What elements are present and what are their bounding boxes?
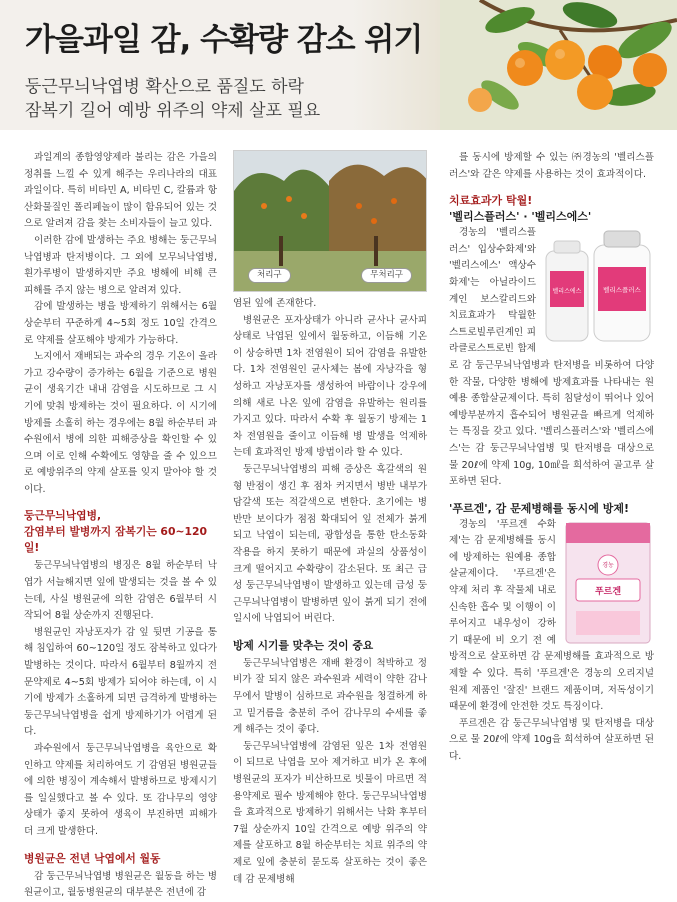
paragraph: 둥근무늬낙엽병은 재배 환경이 척박하고 정비가 잘 되지 않은 과수원과 세력이 약한 감나무에서 발병이 심하므로 과수원을 청결하게 하고 밑거름을 충분히 주어 감나무의 수세를 좋게 해주는 것이 좋다.: [233, 657, 427, 736]
paragraph: 과수원에서 둥근무늬낙엽병을 육안으로 확인하고 약제를 처리하여도 기 감염된 병원균들에 의한 병징이 계속해서 발병하므로 방제시기를 일실했다고 볼 수 있다. 또 감나무의 영양 상태가 좋지 못하여 생육이 부진하면 피해가 더 크게 발생한다.: [24, 743, 217, 837]
bottle-label-left: 벨리스에스: [552, 288, 582, 296]
paragraph: 푸르겐은 감 둥근무늬낙엽병 및 탄저병을 대상으로 물 20ℓ에 약제 10g을 희석하여 살포하면 된다.: [449, 717, 654, 762]
paragraph: 병원균은 포자상태가 아니라 균사나 균사피 상태로 낙엽된 잎에서 월동하고, 이듬해 기온이 상승하면 1차 전염원이 되어 감염을 유발한다. 1차 전염원인 균사체는 봄에 자낭각을 형성하고 자낭포자를 생성하여 바람이나 강우에 의해 새로 나온 잎에 감염을 유발하는 원리를 가지고 있다. 따라서 수확 후 월동기 방제는 1차 전염원을 줄이고 이듬해 병 발생을 억제하는데 효과적인 방제 방법이라 할 수 있다.: [233, 314, 427, 459]
photo-label-treated: 처리구: [248, 268, 291, 283]
section-heading: 방제 시기를 맞추는 것이 중요: [233, 638, 374, 652]
box-title: [449, 193, 654, 209]
column-3: [449, 150, 654, 766]
paragraph: 병원균인 자낭포자가 감 잎 뒷면 기공을 통해 침입하여 60~120일 정도 잠복하고 있다가 발병하는 것이다. 따라서 6월부터 8월까지 전문약제로 4~5회 방제가 되어야 하는데, 이 시기에 방제가 소홀하게 되면 급격하게 발병하는 둥근무늬낙엽병을 쉽게 방제하기가 어렵게 된다.: [24, 626, 217, 738]
product-box-bellis: [449, 193, 654, 491]
bag-brand: 경농: [602, 561, 614, 569]
paragraph: 경농의 '벨리스플러스' 입상수화제'와 '벨리스에스' 액상수화제'는 아닐라이드계인 보스칼리드와 치료효과가 탁월한 스트로빌루린계인 피라클로스트로빈 합제로 감 둥근무늬낙엽병과 탄저병을 비롯하여 다양한 작물, 다양한 병해에 방제효과를 나타내는 원예용 종합살균제이다. 특히 침달성이 뛰어나 있어 예방부분까지 흡수되어 병원균을 빠르게 억제하는 특징을 갖고 있다. '벨리스플러스'와 '벨리스에스'는 감 둥근무늬낙엽병 및 탄저병을 대상으로 물 20ℓ에 약제 10g, 10㎖을 희석하여 골고루 살포하면 된다.: [449, 227, 654, 488]
paragraph: 경농의 '푸르겐 수화제'는 감 문제병해를 동시에 방제하는 원예용 종합살균제이다. '푸르겐'은 약제 처리 후 작물체 내로 신속한 흡수 및 이행이 이루어지고 내우성이 강하기 때문에 비 오기 전 예방적으로 살포하면 감 문제병해를 효과적으로 방제할 수 있다. 특히 '푸르겐'은 경농의 오리지널 원제 제품인 '잘진' 브랜드 제품이며, 저독성이기 때문에 환경에 안전한 것도 특징이다.: [449, 518, 654, 713]
paragraph: 둥근무늬낙엽병의 피해 증상은 흑갈색의 원형 반점이 생긴 후 점차 커지면서 병반 내부가 담갈색 또는 적갈색으로 변한다. 초기에는 병반만 보이다가 점점 확대되어 잎 전체가 붉게 되고 낙엽이 되는데, 광합성을 통한 탄소동화작용을 하지 못하기 때문에 과실의 상품성이 크게 떨어지고 수확량이 감소된다. 또 최근 급성 둥근무늬낙엽병이 발생하고 있는데 급성 둥근무늬낙엽병이 발병하면 잎이 붉게 되기 전에 일시에 낙엽되어 버린다.: [233, 463, 427, 625]
paragraph: 과일계의 종합영양제라 불리는 감은 가을의 정취를 느낄 수 있게 해주는 우리나라의 대표 과일이다. 특히 비타민 A, 비타민 C, 칼륨과 항산화물질인 폴리페놀이 많이 함유되어 있는 것으로 알려져 감을 찾는 소비자들이 늘고 있다.: [24, 152, 217, 230]
paragraph: 이러한 감에 발생하는 주요 병해는 둥근무늬낙엽병과 탄저병이다. 그 외에 모무늬낙엽병, 흰가루병이 발생하지만 주요 병해에 비해 큰 피해를 주지 않는 병으로 알려져 있다.: [24, 234, 217, 296]
column-2: [233, 150, 427, 888]
paragraph: 감 둥근무늬낙엽병 병원균은 월동을 하는 병원균이고, 월동병원균의 대부분은 전년에 감: [24, 870, 217, 899]
box-title-highlight: 치료효과가 탁월!: [449, 194, 533, 208]
box-title: '벨리스플러스' · '벨리스에스': [449, 210, 592, 224]
subtitle-line: 둥근무늬낙엽병 확산으로 품질도 하락: [25, 77, 304, 97]
bellis-bottles-image: [542, 227, 654, 345]
subtitle-line: 잠복기 길어 예방 위주의 약제 살포 필요: [25, 101, 321, 121]
persimmon-branch-image: [440, 0, 677, 130]
paragraph: 둥근무늬낙엽병의 병징은 8월 하순부터 낙엽가 서늘해지면 잎에 발생되는 것을 볼 수 있는데, 사실 병원균에 의한 감염은 6월부터 시작되어 8월 상순까지 진행된다.: [24, 560, 217, 622]
subtitle: [25, 75, 320, 123]
paragraph: 염된 잎에 존재한다.: [233, 298, 317, 309]
orchard-photo: [233, 150, 427, 292]
box-title: '푸르겐', 감 문제병해를 동시에 방제!: [449, 501, 630, 515]
bag-label: 푸르겐: [594, 586, 622, 597]
purugen-bag-image: [562, 519, 654, 647]
paragraph: 를 동시에 방제할 수 있는 ㈜경농의 '벨리스플러스'와 같은 약제를 사용하는 것이 효과적이다.: [449, 152, 654, 180]
product-box-purugen: [449, 501, 654, 766]
page-title: 가을과일 감, 수확량 감소 위기: [25, 22, 423, 58]
paragraph: 노지에서 재배되는 과수의 경우 기온이 올라가고 강수량이 증가하는 6월을 기준으로 병원균이 생육기간 내내 감염을 시도하므로 그 시기에 맞춰 방제하는 것이 필요하다. 이 시기에 방제를 소홀히 하는 경우에는 8월 하순부터 과수원에서 병에 의한 피해증상을 확인할 수 있으며 이로 인해 수확에도 영향을 줄 수 있으므로 예방위주의 약제 살포를 잊지 말아야 할 것이다.: [24, 351, 217, 495]
paragraph: 둥근무늬낙엽병에 감염된 잎은 1차 전염원이 되므로 낙엽을 모아 제거하고 비가 온 후에 병원균의 포자가 비산하므로 빗물이 마르면 적용약제로 필수 방제해야 한다. 둥근무늬낙엽병을 효과적으로 방제하기 위해서는 낙화 후부터 7월 상순까지 10일 간격으로 예방 위주의 약제를 살포하고 8월 하순부터는 치료 위주의 약제로 잎에 충분히 묻도록 살포하는 것이 좋은데 감 문제병해: [233, 740, 427, 885]
photo-label-untreated: 무처리구: [361, 268, 412, 283]
section-heading: 병원균은 전년 낙엽에서 월동: [24, 851, 161, 865]
article-header: [0, 0, 677, 130]
paragraph: 감에 발생하는 병을 방제하기 위해서는 6월 상순부터 꾸준하게 4~5회 정도 10일 간격으로 약제를 살포해야 방제가 가능하다.: [24, 301, 217, 346]
persimmon-fruit: [507, 50, 543, 86]
column-1: [24, 150, 217, 902]
section-heading: 감염부터 발병까지 잠복기는 60~120일!: [24, 525, 208, 555]
bottle-label-right: 벨리스플러스: [603, 286, 641, 295]
section-heading: 둥근무늬낙엽병,: [24, 509, 102, 523]
